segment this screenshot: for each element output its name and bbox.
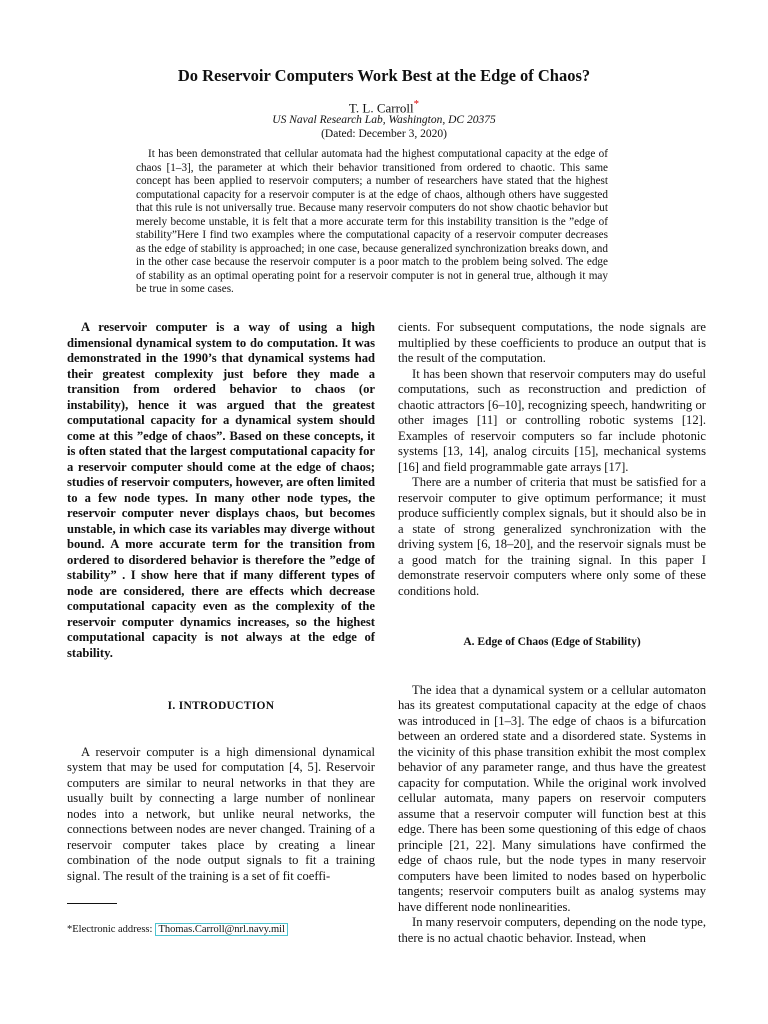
right-column: [398, 320, 706, 946]
subsection-heading-edge-of-chaos: A. Edge of Chaos (Edge of Stability): [463, 636, 641, 648]
footnote: [67, 924, 288, 935]
left-column: [67, 320, 375, 884]
intro-paragraph-1-continued: cients. For subsequent computations, the node signals are multiplied by these coefficients to produce an output that is the result of the computation.: [398, 320, 706, 365]
section-heading-introduction: I. INTRODUCTION: [167, 700, 275, 712]
bold-summary: A reservoir computer is a way of using a high dimensional dynamical system to do computation. It was demonstrated in the 1990’s that dynamical systems had their greatest complexity just before they made a transition from ordered behavior to chaos (or instability), hence it was argued that the greatest computational capacity for a dynamical system should come at this ”edge of chaos”. Based on these concepts, it is often stated that the largest computational capacity for a reservoir computer should come at the edge of chaos; studies of reservoir computers, however, are often limited to a few node types. In many other node types, the reservoir computer never displays chaos, but becomes unstable, in which case its variables may diverge without bound. A more accurate term for the transition from ordered to disordered behavior is therefore the ”edge of stability” . I show here that if many different types of node are considered, there are effects which decrease computational capacity even as the complexity of the reservoir computer dynamics increases, so the highest computational capacity is not always at the edge of stability.: [67, 320, 375, 660]
footnote-divider: [67, 903, 117, 904]
edge-of-chaos-paragraph-1: The idea that a dynamical system or a cellular automaton has its greatest computational capacity at the edge of chaos was introduced in [1–3]. The edge of chaos is a bifurcation between an ordered state and a disordered state. Systems in the vicinity of this phase transition exhibit the most complex behavior of any parameter range, and thus have the greatest capacity for computation. While the original work involved cellular automata, many papers on reservoir computers assume that a reservoir computer will function best at this edge. There has been some questioning of this edge of chaos principle [21, 22]. Many simulations have confirmed the edge of chaos rule, but the node types in many reservoir computers have been limited to nodes based on hyperbolic tangents; reservoir computers built as analog systems may have different node nonlinearities.: [398, 682, 706, 914]
intro-paragraph-3: There are a number of criteria that must be satisfied for a reservoir computer to give optimum performance; it must produce sufficiently complex signals, but it should also be in a state of strong generalized synchronization with the driving system [6, 18–20], and the reservoir signals must be a good match for the training signal. In this paper I demonstrate reservoir computers where only some of these conditions hold.: [398, 475, 706, 598]
intro-paragraph-1: A reservoir computer is a high dimensional dynamical system that may be used for computation [4, 5]. Reservoir computers are similar to neural networks in that they are usually built by connecting a large number of nonlinear nodes into a network, but unlike neural networks, the connections between nodes are never changed. Training of a reservoir computer takes place by creating a linear combination of the node output signals to fit a training signal. The result of the training is a set of fit coeffi-: [67, 744, 375, 883]
edge-of-chaos-paragraph-2: In many reservoir computers, depending on the node type, there is no actual chaotic behavior. Instead, when: [398, 915, 706, 945]
abstract: It has been demonstrated that cellular automata had the highest computational capacity at the edge of chaos [1–3], the parameter at which their behavior transitioned from ordered to chaotic. This same concept has been applied to reservoir computers; a number of researchers have stated that the highest computational capacity for a reservoir computer is at the edge of chaos, although others have suggested that this rule is not universally true. Because many reservoir computers do not show chaotic behavior but merely become unstable, it is felt that a more accurate term for this instability transition is the ”edge of stability”Here I find two examples where the computational capacity of a reservoir computer decreases as the edge of stability is approached; in one case, because generalized synchronization breaks down, and in the other case because the reservoir computer is a poor match to the problem being solved. The edge of stability as an optimal operating point for a reservoir computer is not in general true, although it may be true in some cases.: [136, 148, 608, 295]
paper-title: Do Reservoir Computers Work Best at the Edge of Chaos?: [177, 66, 591, 85]
author-email-link[interactable]: Thomas.Carroll@nrl.navy.mil: [155, 923, 288, 936]
date-line: (Dated: December 3, 2020): [321, 128, 447, 140]
footnote-label: *Electronic address:: [67, 924, 153, 935]
author-name: T. L. Carroll: [348, 100, 414, 116]
author-footnote-mark[interactable]: *: [413, 98, 420, 110]
affiliation: US Naval Research Lab, Washington, DC 20375: [272, 114, 496, 126]
intro-paragraph-2: It has been shown that reservoir computers may do useful computations, such as reconstruction and prediction of chaotic attractors [6–10], recognizing speech, handwriting or other images [11] or controlling robotic systems [12]. Examples of reservoir computers so far include photonic systems [13, 14], analog circuits [15], mechanical systems [16] and field programmable gate arrays [17].: [398, 366, 706, 474]
